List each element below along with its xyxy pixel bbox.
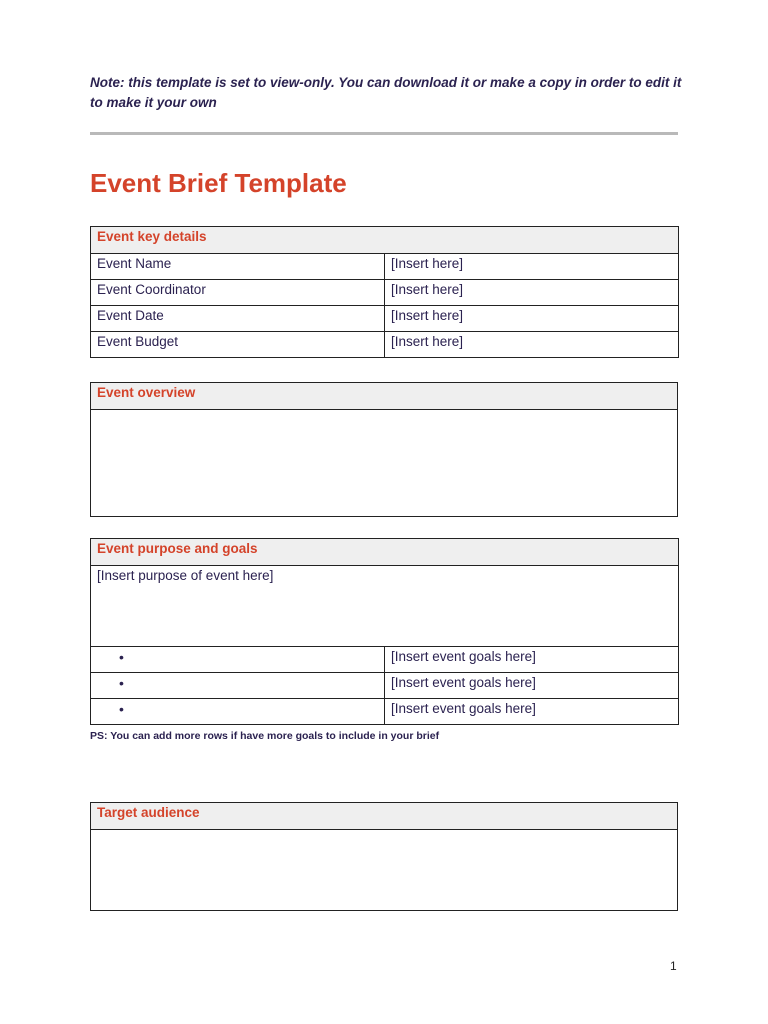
- goal-bullet[interactable]: •: [91, 673, 385, 699]
- page-number: 1: [670, 959, 677, 973]
- goal-value[interactable]: [Insert event goals here]: [385, 673, 679, 699]
- event-budget-label: Event Budget: [91, 332, 385, 358]
- table-row: [91, 647, 679, 673]
- purpose-header: Event purpose and goals: [91, 539, 679, 566]
- target-audience-table: [90, 802, 678, 911]
- event-overview-table: [90, 382, 678, 517]
- event-coordinator-label: Event Coordinator: [91, 280, 385, 306]
- table-row: [91, 332, 679, 358]
- table-row: [91, 280, 679, 306]
- event-budget-value[interactable]: [Insert here]: [385, 332, 679, 358]
- table-row: [91, 254, 679, 280]
- table-row: [91, 699, 679, 725]
- page-title: Event Brief Template: [90, 168, 347, 198]
- event-date-label: Event Date: [91, 306, 385, 332]
- ps-note: PS: You can add more rows if have more goals to include in your brief: [90, 730, 440, 742]
- event-name-label: Event Name: [91, 254, 385, 280]
- event-name-value[interactable]: [Insert here]: [385, 254, 679, 280]
- table-row: [91, 673, 679, 699]
- horizontal-divider: [90, 132, 678, 135]
- goal-value[interactable]: [Insert event goals here]: [385, 699, 679, 725]
- audience-content[interactable]: [91, 830, 678, 911]
- event-date-value[interactable]: [Insert here]: [385, 306, 679, 332]
- overview-content[interactable]: [91, 410, 678, 517]
- goal-value[interactable]: [Insert event goals here]: [385, 647, 679, 673]
- key-details-header: Event key details: [91, 227, 679, 254]
- table-row: [91, 306, 679, 332]
- audience-header: Target audience: [91, 803, 678, 830]
- goal-bullet[interactable]: •: [91, 647, 385, 673]
- event-key-details-table: [90, 226, 679, 358]
- overview-header: Event overview: [91, 383, 678, 410]
- event-purpose-table: [90, 538, 679, 725]
- purpose-text[interactable]: [Insert purpose of event here]: [91, 566, 679, 647]
- goal-bullet[interactable]: •: [91, 699, 385, 725]
- event-coordinator-value[interactable]: [Insert here]: [385, 280, 679, 306]
- view-only-note: Note: this template is set to view-only. You can download it or make a copy in order to edit it to make it your own: [90, 75, 682, 110]
